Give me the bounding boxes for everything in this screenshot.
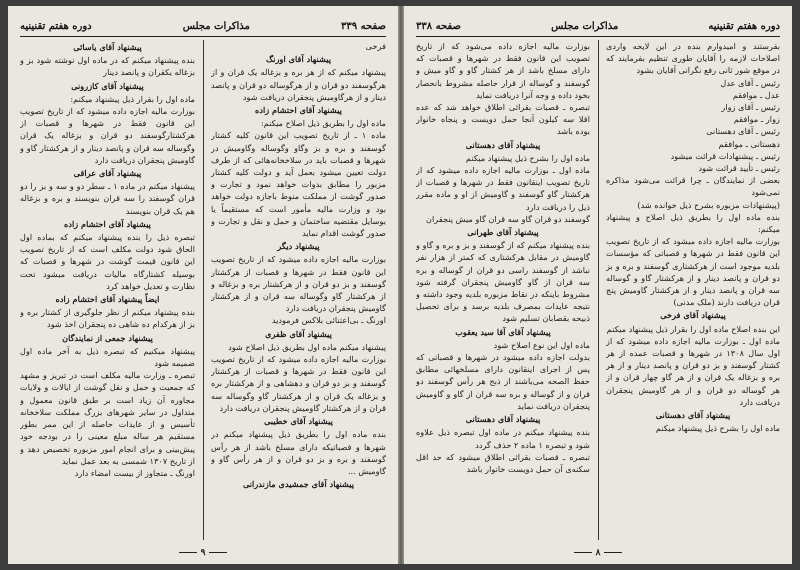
paragraph: بوزارت مالیه اجازه داده میشود که از تاریخ تصویب این قانون فقط در شهرها و قصبات از هرکشتارگوسفند دو قران و بزغاله یک قران وگوساله سه قران و پانصد دینار و از هرکشتار گاو و گاومیش پنجقران دریافت دارد xyxy=(20,106,195,165)
right-page-footer-number: ۸ xyxy=(558,548,638,558)
left-page xyxy=(8,6,398,564)
paragraph: دهستانی ـ موافقم xyxy=(718,138,780,149)
paragraph: رئیس ـ پیشنهادات قرائت میشود xyxy=(670,150,780,161)
paragraph: بوزارت مالیه اجازه داده میشود که از تاریخ تصویب این قانون فقط در شهرها و قصبات از هرکشتار گوسفند و بز دو قران و دهشاهی و از هرکشتار بره و بزغاله یک قران و از هرکشتار گاو وگوساله سه قران و از هرکشتار گاومیش پنجقران دریافت دارد xyxy=(211,354,386,413)
right-page-text-column-left xyxy=(416,40,590,544)
section-heading: پیشنهاد آقای فرخی xyxy=(660,310,726,321)
paragraph: بنده پیشنهاد میکنم در ماده اول تبصره ذیل علاوه شود و تبصره ۱ ماده ۲ حذف گردد xyxy=(416,427,590,450)
paragraph: بنده پیشنهاد میکنم که از گوسفند و بز و بره و گاو و گاومیش در مقابل هرکشتاری که کمتر از هزار نفر نباشد از گوسفند راسی دو قران از گوساله و بره سه قران از گاو گاومیش پنجقران گرفته شود مشروط باینکه در نقاط مزبوره بلدیه وجود داشته و نتیجه عایدات بمصرف بلدیه برسد و برای تحصیل ذبیحه بقصابان تسلیم شود xyxy=(416,240,590,324)
paragraph: ماده اول ـ بوزارت مالیه اجازه داده میشود که از اول سال ۱۳۰۸ در شهرها و قصبات عمده از هر کشتار گوسفند و بز دو قران و پانصد دینار و از هر بره و بزغاله یک قران و از هر گاو چهار قران و از هر گوساله دو قران و از هر گاومیش پنجقران دریافت دارد xyxy=(606,335,780,407)
section-heading: پیشنهاد دیگر xyxy=(277,241,320,252)
paragraph: رئیس ـ آقای عدل xyxy=(720,77,780,88)
section-heading: پیشنهاد آقای ظفری xyxy=(265,328,332,339)
paragraph: ماده اول را بشرح ذیل پیشنهاد میکنم xyxy=(465,152,590,163)
page-number-label: صفحه ۳۳۸ xyxy=(416,20,461,32)
section-heading: پیشنهاد آقای دهستانی xyxy=(465,139,541,150)
section-heading: پیشنهاد آقای آقا سید یعقوب xyxy=(455,326,551,337)
paragraph: بنده پیشنهاد میکنم که در ماده اول نوشته شود بز و بزغاله یکقران و پانصد دینار xyxy=(20,55,195,78)
right-page xyxy=(404,6,792,564)
paragraph: پیشنهاد میکنم ماده اول بطریق ذیل اصلاح شود xyxy=(228,341,386,352)
session-label: دوره هفتم تقنینیه xyxy=(708,20,780,32)
section-heading: پیشنهاد آقای طهرانی xyxy=(467,227,539,238)
paragraph: (پیشنهادات مزبوره بشرح ذیل خوانده شد) xyxy=(637,199,780,210)
paragraph: ماده ۱ ـ از تاریخ تصویب این قانون کلیه کشتار گوسفند و بره و بز وگاو وگوساله وگاومیش در شهرها و قصبات باید در سلاخخانه‌هائی که از طرف دولت تعیین میشود بعمل آید و دولت کلیه کشتار مزبور را مطابق بدوات خواهد نمود و تجارت و صدور گوشت از مملکت منوط باجازه دولت خواهد بود و وزارت مالیه مأمور است که مستقیماً یا بوسایل مقتضیه ساختمان و حمل و نقل و تجارت و صدور گوشت اقدام نماید xyxy=(211,130,386,239)
section-heading: پیشنهاد آقای دهستانی xyxy=(465,414,541,425)
session-label: دوره هفتم تقنینیه xyxy=(20,20,92,32)
paragraph: بوزارت مالیه اجازه داده میشود که از تاریخ تصویب این قانون فقط در شهرها و قصبات از هرکشتار گوسفند و بز دو قران و از هرکشتار بره و بزغاله و از هرکشتار گاو وگوساله سه قران و از هرکشتار گاومیش پنجقران دریافت دارد xyxy=(211,254,386,314)
left-page-footer-number: ۹ xyxy=(163,548,243,558)
paragraph: بقرستند و امیدوارم بنده در این لایحه واردی اصلاحات لازمه را آقایان طوری تنظیم بفرمایند که در موقع شور ثانی رفع نگرانی آقایان بشود xyxy=(606,41,780,76)
paragraph: فرخی xyxy=(365,41,386,51)
paragraph: پیشنهاد میکنیم که تبصره ذیل به آخر ماده اول ضمیمه شود xyxy=(20,345,195,369)
paragraph: عدل ـ موافقم xyxy=(732,89,780,100)
paragraph: تبصره ـ قصبات بقرائی اطلاق میشود که حد اقل سکنه‌ی آن حمل دویست خانوار باشد xyxy=(416,451,590,474)
paragraph: ماده اول را بقرار ذیل پیشنهاد میکنم: xyxy=(70,93,195,104)
paragraph: تبصره ـ قصبات بقرائی اطلاق خواهد شد که عده اقلا سه کیلون آنجا حمل دویست و پنجاه خانوار بوده باشد xyxy=(416,102,590,137)
section-heading: پیشنهاد جمعی از نمایندگان xyxy=(62,332,153,343)
paragraph: بنده ماده اول را بطریق ذیل اصلاح و پیشنهاد میکنم: xyxy=(606,211,780,235)
paragraph: اورنگ ـ متجاوز از بیست امضاء دارد xyxy=(74,467,195,478)
paragraph: بوزارت مالیه اجازه داده میشود که از تاریخ تصویب این قانون فقط در شهرها و قصباتی که مؤسسات بلدیه موجود است از هرکشتاری گوسفند و بره و بز دو قران و پانصد دینار و از هرکشتار گاو و گوساله سه قران و پانصد دینار و از هرکشتار گاومیش پنج قران دریافت دارند (ملک مدنی) xyxy=(606,236,780,308)
column-divider xyxy=(203,40,204,540)
paragraph: بنده ماده اول را بطریق ذیل پیشنهاد میکنم در شهرها و قصباتیکه دارای مسلخ باشد از هر رأس گوسفند و بره و بز دو قران و از هر رأس گاو و گاومیش ... xyxy=(211,429,386,476)
paragraph: اورنگ ـ بی‌اعتنائی بلاکس فرمودید xyxy=(271,315,386,326)
paragraph: رئیس ـ تأیید قرائت شود xyxy=(698,163,780,174)
paragraph: ماده اول را بشرح ذیل پیشنهاد میکنم xyxy=(655,423,780,434)
right-page-text-column-right xyxy=(606,40,780,544)
book-spread xyxy=(8,6,792,564)
section-heading: پیشنهاد آقای جمشیدی مازندرانی xyxy=(242,479,355,490)
paragraph: ماده اول این نوع اصلاح شود xyxy=(493,339,590,350)
right-page-header xyxy=(416,16,780,37)
paragraph: بدولت اجازه داده میشود در شهرها و قصباتی که پس از اجرای اینقانون دارای مسلخهائی مطابق حفظ الصحه می‌باشند از ذبح هر رأس گوسفند دو قران و از گوساله و بره سه قران از گاو و گاومیش پنجقران دریافت نماید xyxy=(416,352,590,411)
paragraph: بنده پیشنهاد میکنم از نظر جلوگیری از کشتار بره و بز از هرکدام ده شاهی ده پنجقران اخذ شود xyxy=(20,307,195,330)
paragraph: پیشنهاد میکنم که از هر بره و بزغاله یک قران و از هرگوسفند دو قران و از هرگوساله دو قران و پانصد دینار و از هرگاومیش پنجقران دریافت شود xyxy=(211,67,386,102)
page-number-label: صفحه ۳۳۹ xyxy=(341,20,386,32)
paragraph: گوسفند دو قران گاو سه قران گاو میش پنجقران xyxy=(426,213,590,224)
section-heading: پیشنهاد آقای اورنگ xyxy=(265,54,332,65)
section-heading: پیشنهاد آقای احتشام زاده xyxy=(64,218,151,229)
section-heading: پیشنهاد آقای احتشام زاده xyxy=(255,105,342,116)
paragraph: این بنده اصلاح ماده اول را بقرار ذیل پیشنهاد میکنم xyxy=(606,323,780,334)
paragraph: بوزارت مالیه اجازه داده می‌شود که از تاریخ تصویب این قانون فقط در شهرها و قصبات که دارای مسلخ باشد از هر کشتار گاو و گاو میش و گوسفند و گوساله از قرار حاصله مشروط بانحصار بخود داده و وجه آنرا دریافت نماید xyxy=(416,41,590,100)
left-page-text-column-right xyxy=(211,40,386,544)
publication-title: مذاکرات مجلس xyxy=(551,20,619,32)
column-divider xyxy=(598,40,599,540)
paragraph: تبصره ذیل را بنده پیشنهاد میکنم که بماده اول الحاق شود دولت مکلف است که از تاریخ تصویب این قانون قیمت گوشت در شهرها و قصبات که بوسیله کشتارگاه مالیات دریافت میشود تحت نظارت و تعدیل خواهد کرد xyxy=(20,232,195,291)
section-heading: پیشنهاد آقای یاسائی xyxy=(73,42,142,52)
paragraph: بعضی از نمایندگان ـ چرا قرائت می‌شود مذاکره نمی‌شود xyxy=(606,175,780,198)
section-heading: ایضاً پیشنهاد آقای احتشام زاده xyxy=(55,294,160,305)
section-heading: پیشنهاد آقای خطیبی xyxy=(264,416,333,427)
paragraph: ماده اول ـ بوزارت مالیه اجازه داده میشود که از تاریخ تصویب اینقانون فقط در شهرها و قصبات از هرکشتار گاو گوسفند و گاومیش از او و ماده مقرر ذیل را دریافت دارد xyxy=(416,165,590,212)
section-heading: پیشنهاد آقای عراقی xyxy=(73,168,142,179)
left-page-text-column-left xyxy=(20,40,195,544)
paragraph: رئیس ـ آقای زوار xyxy=(721,102,780,113)
section-heading: پیشنهاد آقای کازرونی xyxy=(71,80,144,91)
paragraph: پیشنهاد میکنم در ماده ۱ ـ سطر دو و سه و بز را دو قران گوسفند را سه قران بنویسند و بره و بزغاله هم یک قران بنویسند xyxy=(20,181,195,216)
paragraph: رئیس ـ آقای دهستانی xyxy=(706,126,780,137)
paragraph: ماده اول را بطریق ذیل اصلاح میکنم: xyxy=(260,118,386,129)
publication-title: مذاکرات مجلس xyxy=(182,20,250,32)
paragraph: تبصره ـ وزارت مالیه مکلف است در تبریز و مشهد که جمعیت و حمل و نقل گوشت از ایالات و ولایات مجاوره آن زیاد است بر طبق قانون معمول و متداول در سایر شهرهای بزرگ مملکت سلاخخانه تأسیس و از عایدات حاصله از این ممر بطور مستقیم هر ساله مبلغ معینی را در بودجه خود پیش‌بینی و برای انجام امور مزبوره تخصیص دهد و از تاریخ ۱۳۰۷ شمسی به بعد عمل نماید xyxy=(20,370,195,466)
paragraph: زوار ـ موافقم xyxy=(733,114,780,125)
section-heading: پیشنهاد آقای دهستانی xyxy=(655,410,731,421)
left-page-header xyxy=(20,16,386,37)
